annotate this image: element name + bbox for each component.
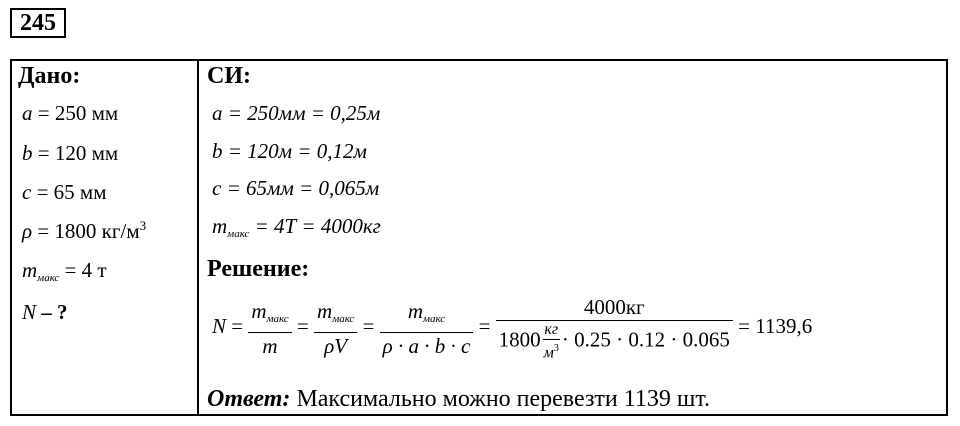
given-line-density: ρ = 1800 $кг/м^3$ [22, 218, 147, 243]
si-line-a: a = 250мм = 0,25м [212, 101, 381, 125]
given-line-mass: $m_{макс} = 4$ т [22, 258, 107, 284]
fraction-mmax-over-rhoabc: $\frac{m_{макс}}{\rho \cdot a \cdot b \cdot c}$ [380, 298, 474, 359]
si-line-mass: $m_{макс} = 4Т = 4000кг$ [212, 214, 381, 240]
result-value: = 1139,6 [738, 313, 813, 338]
solution-table [10, 59, 948, 416]
si-line-b: b = 120м = 0,12м [212, 139, 367, 163]
given-line-unknown: N – ? [22, 300, 68, 324]
fraction-numeric: 4000кг 1800 кг $м^3$ · 0.25 · 0.12 · 0.065 [496, 294, 733, 362]
answer-line [207, 386, 710, 413]
si-header: СИ: [207, 63, 251, 89]
fraction-mmax-over-rhov: $\frac{m_{макс}}{\rho V}$ [314, 298, 357, 359]
solution-header: Решение: [207, 256, 310, 282]
problem-number: 245 [10, 8, 66, 38]
given-line-b: b = 120 мм [22, 141, 119, 165]
si-line-c: c = 65мм = 0,065м [212, 176, 380, 200]
given-line-a: a = 250 мм [22, 101, 119, 125]
given-header: Дано: [18, 63, 81, 89]
column-divider [197, 59, 199, 416]
given-line-c: c = 65 мм [22, 180, 107, 204]
answer-text: Максимально можно перевезти 1139 шт. [290, 386, 711, 412]
fraction-mmax-over-m: $\frac{m_{макс}}{m}$ [248, 298, 291, 359]
answer-label: Ответ: [207, 386, 291, 412]
solution-formula: N = $\frac{m_{макс}}{m}$ = $\frac{m_{макс}}{\rho V}$ = $\frac{m_{макс}}{\rho \cdot a \cdot b \cdot c}$ = 4000кг 1800 кг $м^3$ · 0.25 · 0.12 · 0.065 = 1139,6 [212, 295, 813, 362]
